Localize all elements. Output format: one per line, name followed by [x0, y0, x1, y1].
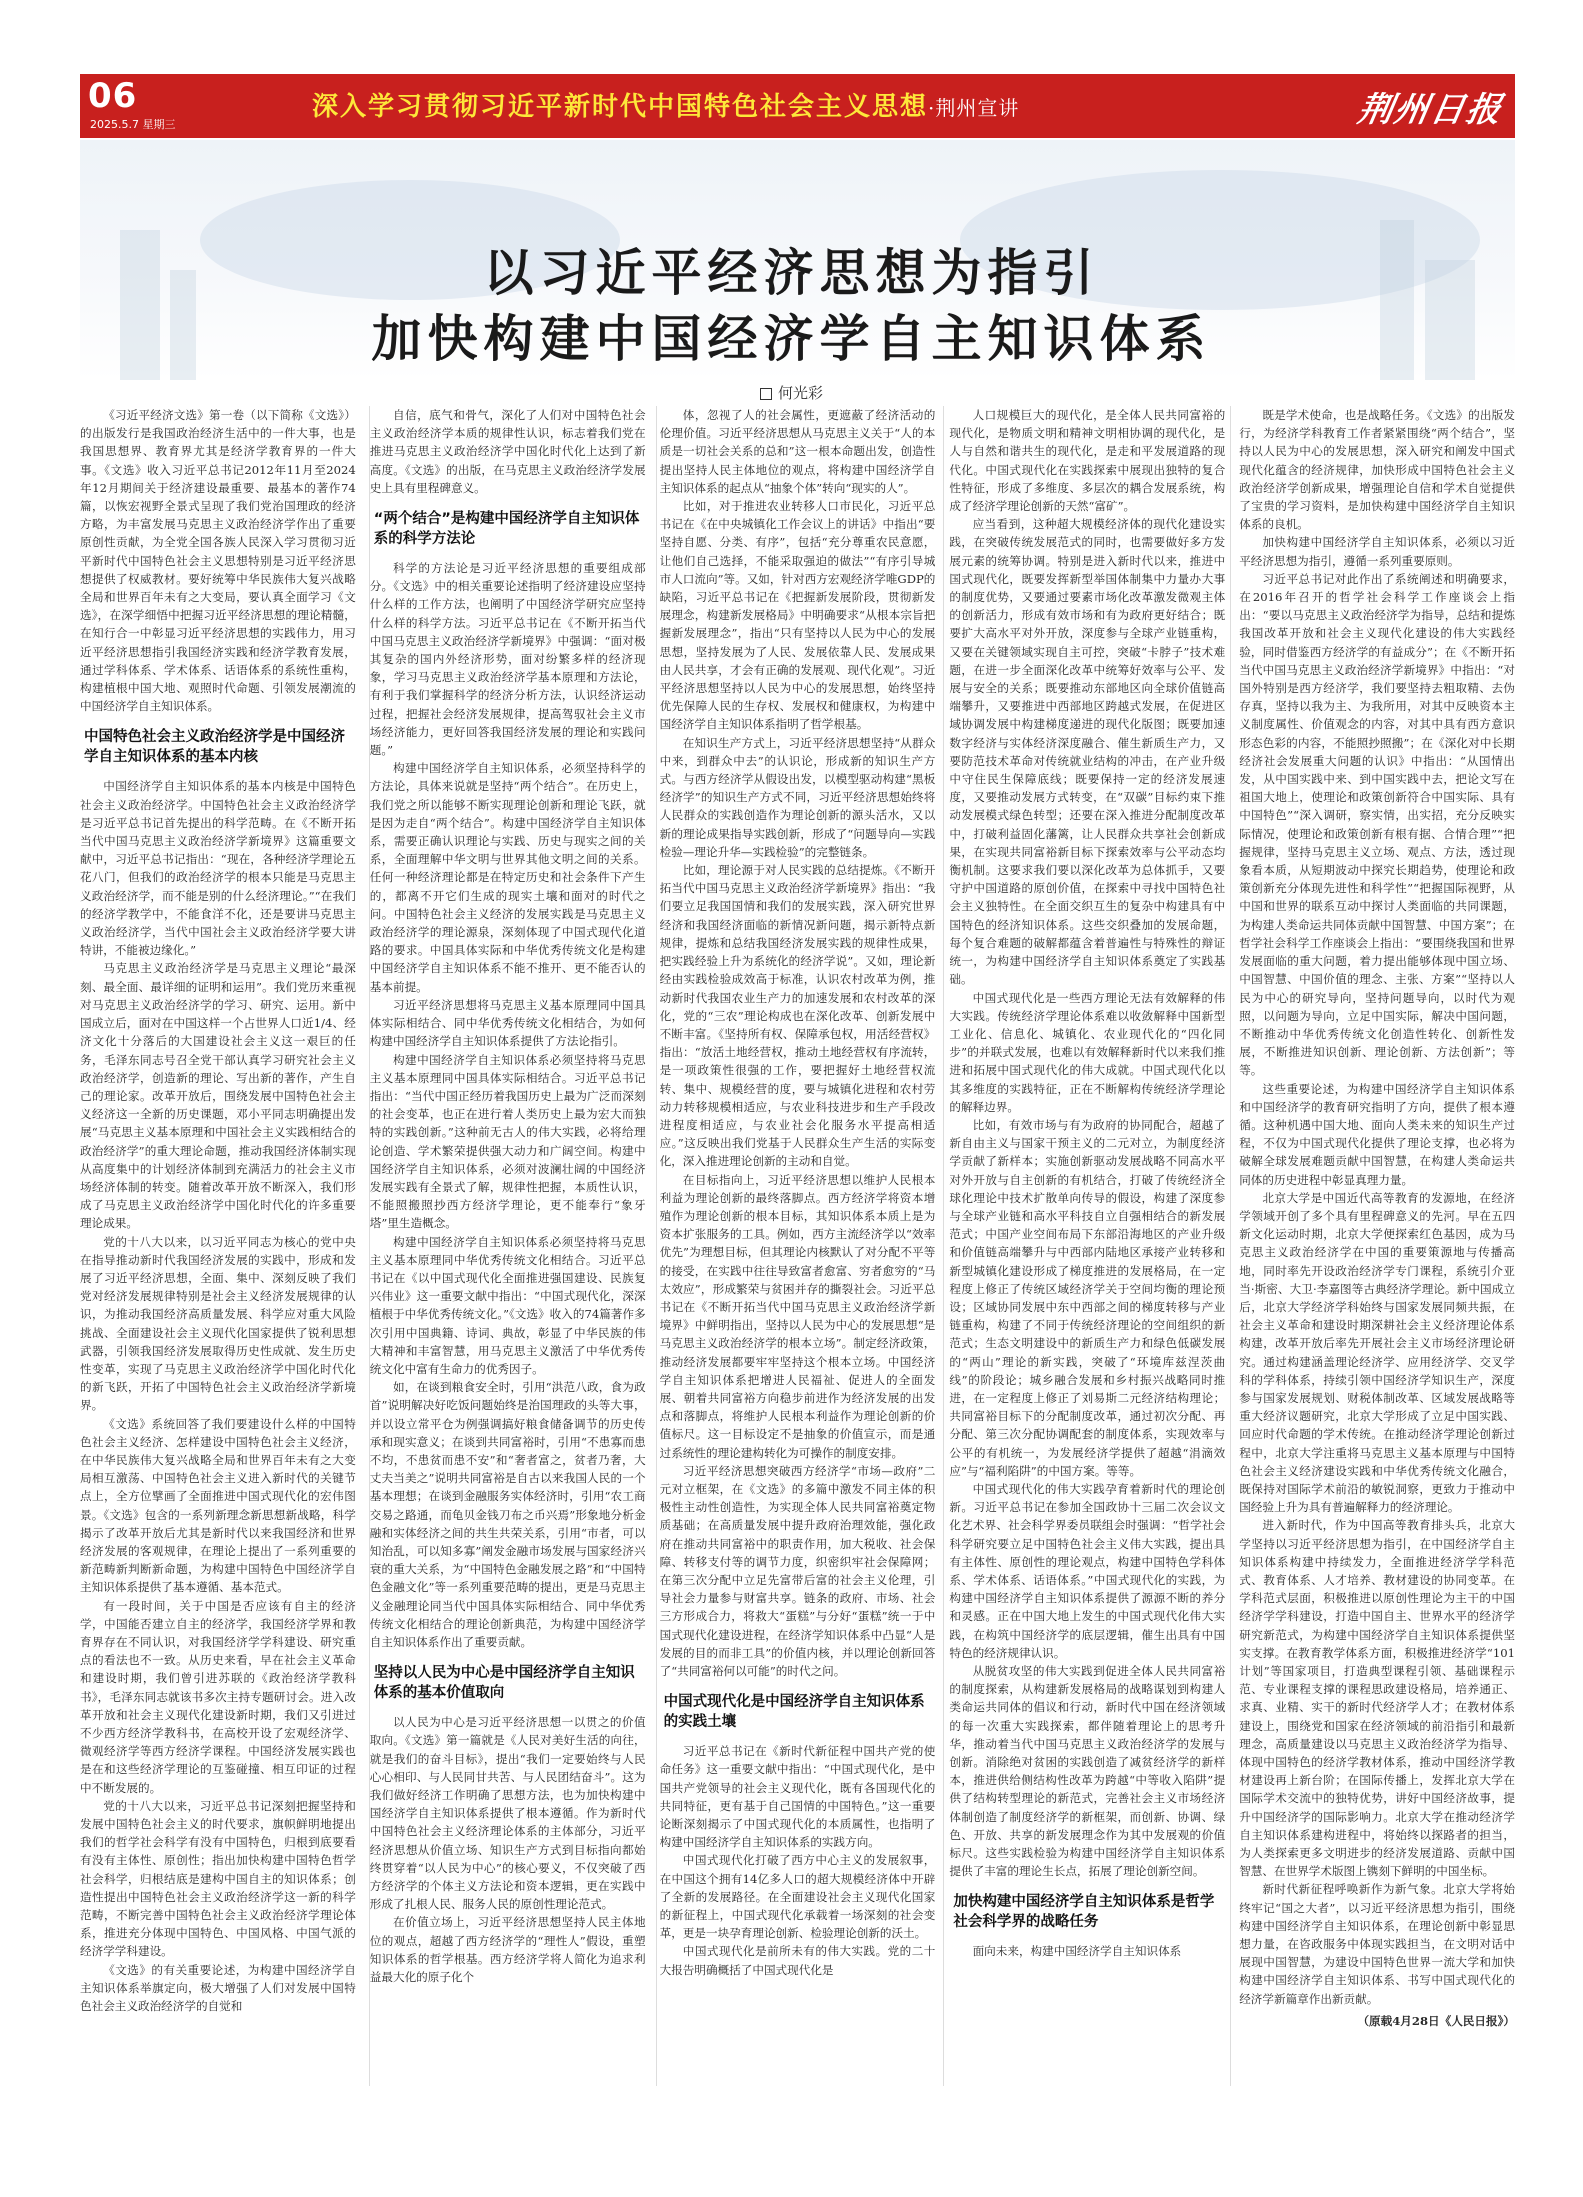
paragraph: 构建中国经济学自主知识体系必须坚持将马克思主义基本原理同中国具体实际相结合。习近平总书记指出：“当代中国正经历着我国历史上最为广泛而深刻的社会变革，也正在进行着人类历史上最为宏大而独特的实践创新。”这种前无古人的伟大实践，必将给理论创造、学术繁荣提供强大动力和广阔空间。构建中国经济学自主知识体系，必须对波澜壮阔的中国经济发展实践有全景式了解，规律性把握，本质性认识，不能照搬照抄西方经济学理论，更不能奉行“象牙塔”里生造概念。 — [369, 1052, 646, 1231]
newspaper-logo: 荆州日报 — [1354, 90, 1506, 130]
paragraph: 《文选》的有关重要论述，为构建中国经济学自主知识体系举旗定向，极大增强了人们对发展中国特色社会主义政治经济学的自觉和 — [80, 1962, 356, 2014]
paragraph: 面向未来，构建中国经济学自主知识体系 — [972, 1944, 1182, 1959]
paragraph: 在知识生产方式上，习近平经济思想坚持“从群众中来，到群众中去”的认识论，形成新的知识生产方式。与西方经济学从假设出发，以模型驱动构建“黑板经济学”的知识生产方式不同，习近平经济思想始终将人民群众的实践创造作为理论创新的源头活水，又以新的理论成果指导实践创新，形成了“问题导向—实践检验—理论升华—实践检验”的完整链条。 — [659, 735, 936, 859]
section-heading: “两个结合”是构建中国经济学自主知识体系的科学方法论 — [373, 511, 640, 548]
paragraph: 新时代新征程呼唤新作为新气象。北京大学将始终牢记“国之大者”，以习近平经济思想为指引，围绕构建中国经济学自主知识体系，在理论创新中彰显思想力量，在咨政服务中体现实践担当，在文明对话中展现中国智慧，为建设中国特色世界一流大学和加快构建中国经济学自主知识体系、书写中国式现代化的经济学新篇章作出新贡献。 — [1239, 1882, 1515, 2006]
paragraph: 构建中国经济学自主知识体系，必须坚持科学的方法论，具体来说就是坚持“两个结合”。在历史上，我们党之所以能够不断实现理论创新和理论飞跃，就是因为走自“两个结合”。构建中国经济学自主知识体系，需要正确认识理论与实践、历史与现实之间的关系，全面理解中华文明与世界其他文明之间的关系。任何一种经济理论都是在特定历史和社会条件下产生的，都离不开它们生成的现实土壤和面对的时代之问。中国特色社会主义经济的发展实践是马克思主义政治经济学的理论源泉，深刻体现了中国式现代化道路的要求。中国具体实际和中华优秀传统文化是构建中国经济学自主知识体系不能不推开、更不能否认的基本前提。 — [369, 761, 646, 994]
page-header-bar — [80, 74, 1515, 138]
paragraph: 党的十八大以来，以习近平同志为核心的党中央在指导推动新时代我国经济发展的实践中，形成和发展了习近平经济思想，全面、集中、深刻反映了我们党对经济发展规律特别是社会主义经济发展规律的认识，为推动我国经济高质量发展、科学应对重大风险挑战、全面建设社会主义现代化国家提供了锐利思想武器，引领我国经济发展取得历史性成就、发生历史性变革，实现了马克思主义政治经济学中国化时代化的新飞跃，开拓了中国特色社会主义政治经济学新境界。 — [80, 1234, 356, 1413]
paragraph: 在价值立场上，习近平经济思想坚持人民主体地位的观点，超越了西方经济学的“理性人”假设，重塑知识体系的哲学根基。西方经济学将人简化为追求利益最大化的原子化个 — [369, 1915, 646, 1985]
paragraph: 比如，理论源于对人民实践的总结提炼。《不断开拓当代中国马克思主义政治经济学新境界》指出：“我们要立足我国国情和我们的发展实践，深入研究世界经济和我国经济面临的新情况新问题，揭示新特点新规律，提炼和总结我国经济发展实践的规律性成果，把实践经验上升为系统化的经济学说”。又如，理论新经由实践检验成效高于标准，认识农村改革为例，推动新时代我国农业生产力的加速发展和农村改革的深化，党的“三农”理论构成也在深化改革、创新发展中不断丰富。《坚持所有权、保障承包权，用活经营权》指出：“放活土地经营权，推动土地经营权有序流转，是一项政策性很强的工作，要把握好土地经营权流转、集中、规模经营的度，要与城镇化进程和农村劳动力转移规模相适应，与农业科技进步和生产手段改进程度相适应，与农业社会化服务水平提高相适应。”这反映出我们党基于人民群众生产生活的实际变化，深入推进理论创新的主动和自觉。 — [659, 863, 936, 1169]
paragraph: 《习近平经济文选》第一卷（以下简称《文选》）的出版发行是我国政治经济生活中的一件大事，也是我国思想界、教育界尤其是经济学教育界的一件大事。《文选》收入习近平总书记2012年11月至2024年12月期间关于经济建设最重要、最基本的著作74篇，以恢宏视野全景式呈现了我们党治国理政的经济方略，为丰富发展马克思主义政治经济学作出了重要原创性贡献，为全党全国各族人民深入学习贯彻习近平新时代中国特色社会主义思想特别是习近平经济思想提供了权威教材。要好统筹中华民族伟大复兴战略全局和世界百年未有之大变局，要认真全面学习《文选》，在深学细悟中把握习近平经济思想的理论精髓，在知行合一中彰显习近平经济思想的实践伟力，用习近平经济思想指引我国经济实践和经济学教育发展，通过学科体系、学术体系、话语体系的系统性重构，构建植根中国大地、观照时代命题、引领发展潮流的中国经济学自主知识体系。 — [80, 408, 356, 714]
paragraph: 加快构建中国经济学自主知识体系，必须以习近平经济思想为指引，遵循一系列重要原则。 — [1239, 535, 1515, 568]
article-column — [949, 406, 1225, 2086]
paragraph: 科学的方法论是习近平经济思想的重要组成部分。《文选》中的相关重要论述指明了经济建设应坚持什么样的工作方法，也阐明了中国经济学研究应坚持什么样的科学方法。习近平总书记在《不断开拓当代中国马克思主义政治经济学新境界》中强调：“面对极其复杂的国内外经济形势，面对纷繁多样的经济现象，学习马克思主义政治经济学基本原理和方法论，有利于我们掌握科学的经济分析方法，认识经济运动过程，把握社会经济发展规律，提高驾驭社会主义市场经济能力，更好回答我国经济发展的理论和实践问题。” — [369, 561, 646, 758]
paragraph: 中国式现代化的伟大实践孕育着新时代的理论创新。习近平总书记在参加全国政协十三届二次会议文化艺术界、社会科学界委员联组会时强调：“哲学社会科学研究要立足中国特色社会主义伟大实践，提出具有主体性、原创性的理论观点，构建中国特色学科体系、学术体系、话语体系。”中国式现代化的实践，为构建中国经济学自主知识体系提供了源源不断的养分和灵感。正在中国大地上发生的中国式现代化伟大实践，在构筑中国经济学的底层逻辑，催生出具有中国特色的经济规律认识。 — [949, 1481, 1226, 1660]
section-heading: 中国式现代化是中国经济学自主知识体系的实践土壤 — [663, 1694, 925, 1731]
column-divider — [1230, 406, 1231, 2086]
author-name: 何光彩 — [777, 384, 823, 402]
section-heading: 中国特色社会主义政治经济学是中国经济学自主知识体系的基本内核 — [84, 729, 345, 766]
article-title-line-2: 加快构建中国经济学自主知识体系 — [371, 309, 1212, 368]
paragraph: 习近平总书记在《新时代新征程中国共产党的使命任务》这一重要文献中指出：“中国式现代化，是中国共产党领导的社会主义现代化，既有各国现代化的共同特征，更有基于自己国情的中国特色。”这一重要论断深刻揭示了中国式现代化的本质属性，也指明了构建中国经济学自主知识体系的实践方向。 — [659, 1744, 936, 1850]
paragraph: 如，在谈到粮食安全时，引用“洪范八政，食为政首”说明解决好吃饭问题始终是治国理政的头等大事，并以设立常平仓为例强调搞好粮食储备调节的历史传承和现实意义；在谈到共同富裕时，引用“不患寡而患不均，不患贫而患不安”和“奢者富之，贫者乃奢，大丈夫当美之”说明共同富裕是自古以来我国人民的一个基本理想；在谈到金融服务实体经济时，引用“农工商交易之路通，而龟贝金钱刀布之币兴焉”形象地分析金融和实体经济之间的共生共荣关系，引用“市者，可以知治乱，可以知多寡”阐发金融市场发展与国家经济兴衰的重大关系，为“中国特色金融发展之路”和“中国特色金融文化”等一系列重要范畴的提出，更是马克思主义金融理论同当代中国具体实际相结合、同中华优秀传统文化相结合的理论创新典范，为构建中国经济学自主知识体系作出了重要贡献。 — [369, 1380, 646, 1649]
article-column — [370, 406, 646, 2086]
paragraph: 应当看到，这种超大规模经济体的现代化建设实践，在突破传统发展范式的同时，也需要做好多方发展元素的统筹协调。特别是进入新时代以来，推进中国式现代化，既要发挥新型举国体制集中力量办大事的制度优势，又要通过要素市场化改革激发微观主体的创新活力，形成有效市场和有为政府更好结合；既要扩大高水平对外开放，深度参与全球产业链重构，又要在关键领域实现自主可控，突破“卡脖子”技术难题，在进一步全面深化改革中统筹好效率与公平、发展与安全的关系；既要推动东部地区向全球价值链高端攀升，又要推进中西部地区跨越式发展，在促进区域协调发展中构建梯度递进的现代化版图；既要加速数字经济与实体经济深度融合、催生新质生产力，又要防范技术革命对传统就业结构的冲击，在产业升级中守住民生保障底线；既要保持一定的经济发展速度，又要推动发展方式转变，在“双碳”目标约束下推动发展模式绿色转型；还要在深入推进分配制度改革中，打破利益固化藩篱，让人民群众共享社会创新成果，在实现共同富裕新目标下探索效率与公平动态均衡机制。这要求我们要以深化改革为总体抓手，又要守护中国道路的原创价值，在探索中寻找中国特色社会主义独特性。在全面交织互生的复杂中构建具有中国特色的经济知识体系。这些交织叠加的发展命题，每个复合难题的破解都蕴含着普遍性与特殊性的辩证统一，为构建中国经济学自主知识体系奠定了实践基础。 — [949, 517, 1226, 987]
article-body — [80, 406, 1515, 2086]
paragraph: 中国式现代化是一些西方理论无法有效解释的伟大实践。传统经济学理论体系难以收敛解释中国新型工业化、信息化、城镇化、农业现代化的“四化同步”的并联式发展，也难以有效解释新时代以来我们推进和拓展中国式现代化的伟大成就。中国式现代化以其多维度的实践特征，正在不断解构传统经济学理论的解释边界。 — [949, 990, 1226, 1114]
section-title — [312, 86, 1019, 123]
paragraph: 进入新时代，作为中国高等教育排头兵，北京大学坚持以习近平经济思想为指引，在中国经济学自主知识体系构建中持续发力，全面推进经济学学科范式、教育体系、人才培养、教材建设的协同变革。在学科范式层面，积极推进以原创性理论为主干的中国经济学学科建设，打造中国自主、世界水平的经济学研究新范式，为构建中国经济学自主知识体系提供坚实支撑。在教育教学体系方面，积极推进经济学“101计划”等国家项目，打造典型课程引领、基础课程示范、专业课程支撑的课程思政建设格局，培养通正、求真、业精、实干的新时代经济学人才；在教材体系建设上，围绕党和国家在经济领域的前沿指引和最新理念，高质量建设以马克思主义政治经济学为指导、体现中国特色的经济学教材体系，推动中国经济学教材建设再上新台阶；在国际传播上，发挥北京大学在国际学术交流中的独特优势，讲好中国经济故事，提升中国经济学的国际影响力。北京大学在推动经济学自主知识体系建构进程中，将始终以探路者的担当，为人类探索更多文明进步的经济发展道路、贡献中国智慧、在世界学术版图上镌刻下鲜明的中国坐标。 — [1239, 1518, 1515, 1879]
paragraph: 既是学术使命，也是战略任务。《文选》的出版发行，为经济学科教育工作者紧紧围绕“两个结合”，坚持以人民为中心的发展思想，深入研究和阐发中国式现代化蕴含的经济规律，加快形成中国特色社会主义政治经济学创新成果，增强理论自信和学术自觉提供了宝贵的学习资料，是加快构建中国经济学自主知识体系的良机。 — [1239, 408, 1515, 532]
paragraph: 以人民为中心是习近平经济思想一以贯之的价值取向。《文选》第一篇就是《人民对美好生活的向往，就是我们的奋斗目标》，提出“我们一定要始终与人民心心相印、与人民同甘共苦、与人民团结奋斗”。这为我们做好经济工作明确了思想方法，也为加快构建中国经济学自主知识体系提供了根本遵循。作为新时代中国特色社会主义经济理论体系的主体部分，习近平经济思想从价值立场、知识生产方式到目标指向都始终贯穿着“以人民为中心”的核心要义，不仅突破了西方经济学的个体主义方法论和资本逻辑，更在实践中形成了扎根人民、服务人民的原创性理论范式。 — [369, 1715, 646, 1912]
article-title — [0, 240, 1583, 372]
section-title-main: 深入学习贯彻习近平新时代中国特色社会主义思想 — [312, 92, 929, 122]
section-title-sub: ·荆州宣讲 — [928, 96, 1020, 120]
paragraph: 习近平经济思想将马克思主义基本原理同中国具体实际相结合、同中华优秀传统文化相结合，为如何构建中国经济学自主知识体系提供了方法论指引。 — [369, 997, 646, 1049]
paragraph: 党的十八大以来，习近平总书记深刻把握坚持和发展中国特色社会主义的时代要求，旗帜鲜明地提出我们的哲学社会科学有没有中国特色，归根到底要看有没有主体性、原创性；指出加快构建中国特色哲学社会科学，归根结底是建构中国自主的知识体系；创造性提出中国特色社会主义政治经济学这一新的科学范畴，不断完善中国特色社会主义政治经济学理论体系，推进充分体现中国特色、中国风格、中国气派的经济学学科建设。 — [80, 1798, 356, 1959]
paragraph: 中国经济学自主知识体系的基本内核是中国特色社会主义政治经济学。中国特色社会主义政治经济学是习近平总书记首先提出的科学范畴。在《不断开拓当代中国马克思主义政治经济学新境界》这篇重要文献中，习近平总书记指出：“现在，各种经济学理论五花八门，但我们的政治经济学的根本只能是马克思主义政治经济学，而不能是别的什么经济理论。”“在我们的经济学教学中，不能食洋不化，还是要讲马克思主义政治经济学，当代中国社会主义政治经济学要大讲特讲，不能被边缘化。” — [80, 779, 356, 958]
square-icon — [760, 388, 772, 400]
paragraph: 有一段时间，关于中国是否应该有自主的经济学，中国能否建立自主的经济学，我国经济学界和教育界存在不同认识，对我国经济学学科建设、研究重点的看法也不一致。从历史来看，早在社会主义革命和建设时期，我们曾引进苏联的《政治经济学教科书》，毛泽东同志就该书多次主持专题研讨会。进入改革开放和社会主义现代化建设新时期，我们又引进过不少西方经济学教科书，在高校开设了宏观经济学、微观经济学等西方经济学课程。中国经济发展实践也是在和这些经济学理论的互鉴碰撞、相互印证的过程中不断发展的。 — [80, 1598, 356, 1795]
section-heading: 坚持以人民为中心是中国经济学自主知识体系的基本价值取向 — [373, 1665, 635, 1702]
paragraph: 比如，有效市场与有为政府的协同配合，超越了新自由主义与国家干预主义的二元对立，为制度经济学贡献了新样本；实施创新驱动发展战略不同高水平对外开放与自主创新的有机结合，打破了传统经济全球化理论中技术扩散单向传导的假设，构建了深度参与全球产业链和高水平科技自立自强相结合的新发展范式；中国产业空间布局下东部沿海地区的产业升级和价值链高端攀升与中西部内陆地区承接产业转移和新型城镇化建设形成了梯度推进的发展格局，在一定程度上修正了传统区域经济学关于空间均衡的理论预设；区域协同发展中东中西部之间的梯度转移与产业链重构，构建了不同于传统经济理论的空间组织的新范式；生态文明建设中的新质生产力和绿色低碳发展的“两山”理论的新实践，突破了“环境库兹涅茨曲线”的阶段论；城乡融合发展和乡村振兴战略同时推进，在一定程度上修正了刘易斯二元经济结构理论；共同富裕目标下的分配制度改革，通过初次分配、再分配、第三次分配协调配套的制度体系，实现效率与公平的有机统一，为发展经济学提供了超越“涓滴效应”与“福利陷阱”的中国方案。等等。 — [949, 1117, 1226, 1478]
column-divider — [656, 406, 657, 2086]
paragraph: 习近平经济思想突破西方经济学“市场—政府”二元对立框架，在《文选》的多篇中激发不同主体的积极性主动性创造性，为实现全体人民共同富裕奠定物质基础；在高质量发展中提升政府治理效能，强化政府在推动共同富裕中的职责作用，加大税收、社会保障、转移支付等的调节力度，织密织牢社会保障网；在第三次分配中立足先富带后富的社会主义伦理，引导社会力量参与财富共享。链条的政府、市场、社会三方形成合力，将救大“蛋糕”与分好“蛋糕”统一于中国式现代化建设进程，在经济学知识体系中凸显“人是发展的目的而非工具”的价值内核，并以理论创新回答了“共同富裕何以可能”的时代之问。 — [659, 1463, 936, 1679]
article-column — [1239, 406, 1515, 2086]
paragraph: 马克思主义政治经济学是马克思主义理论“最深刻、最全面、最详细的证明和运用”。我们党历来重视对马克思主义政治经济学的学习、研究、运用。新中国成立后，面对在中国这样一个占世界人口近1/4、经济文化十分落后的大国建设社会主义这一艰巨的任务，毛泽东同志号召全党干部认真学习研究社会主义政治经济学，创造新的理论、写出新的著作，产生自己的理论家。改革开放后，围绕发展中国特色社会主义经济这一全新的历史课题，邓小平同志明确提出发展“马克思主义基本原理和中国社会主义实践相结合的政治经济学”的重大理论命题，推动我国经济体制实现从高度集中的计划经济体制到充满活力的社会主义市场经济体制的转变。随着改革开放不断深入，我们形成了马克思主义政治经济学中国化时代化的许多重要理论成果。 — [80, 961, 356, 1231]
issue-date: 2025.5.7 星期三 — [90, 118, 176, 131]
paragraph: 在目标指向上，习近平经济思想以维护人民根本利益为理论创新的最终落脚点。西方经济学将资本增殖作为理论创新的根本目标，其知识体系本质上是为资本扩张服务的工具。例如，西方主流经济学以“效率优先”为理想目标，但其理论内核默认了对分配不平等的接受，在实践中往往导致富者愈富、穷者愈穷的“马太效应”，形成繁荣与贫困并存的撕裂社会。习近平总书记在《不断开拓当代中国马克思主义政治经济学新境界》中鲜明指出，坚持以人民为中心的发展思想“是马克思主义政治经济学的根本立场”。制定经济政策，推动经济发展都要牢牢坚持这个根本立场。中国经济学自主知识体系把增进人民福祉、促进人的全面发展、朝着共同富裕方向稳步前进作为经济发展的出发点和落脚点，将维护人民根本利益作为理论创新的价值标尺。这一目标设定不是抽象的价值宣示，而是通过系统性的理论建构转化为可操作的制度安排。 — [659, 1172, 936, 1460]
paragraph: 自信，底气和骨气，深化了人们对中国特色社会主义政治经济学本质的规律性认识，标志着我们党在推进马克思主义政治经济学中国化时代化上达到了新高度。《文选》的出版，在马克思主义政治经济学发展史上具有里程碑意义。 — [369, 408, 646, 495]
column-divider — [369, 406, 370, 2086]
paragraph: 人口规模巨大的现代化，是全体人民共同富裕的现代化，是物质文明和精神文明相协调的现代化，是人与自然和谐共生的现代化，是走和平发展道路的现代化。中国式现代化在实践探索中展现出独特的复合性特征，形成了多维度、多层次的耦合发展系统，构成了经济学理论创新的天然“富矿”。 — [949, 408, 1226, 514]
page-number: 06 — [88, 76, 138, 116]
paragraph: 体，忽视了人的社会属性，更遮蔽了经济活动的伦理价值。习近平经济思想从马克思主义关于“人的本质是一切社会关系的总和”这一根本命题出发，创造性提出坚持人民主体地位的观点，将构建中国经济学自主知识体系的起点从“抽象个体”转向“现实的人”。 — [659, 408, 936, 495]
paragraph: 习近平总书记对此作出了系统阐述和明确要求，在2016年召开的哲学社会科学工作座谈会上指出：“要以马克思主义政治经济学为指导，总结和提炼我国改革开放和社会主义现代化建设的伟大实践经验，同时借鉴西方经济学的有益成分”；在《不断开拓当代中国马克思主义政治经济学新境界》中指出：“对国外特别是西方经济学，我们要坚持去粗取精、去伪存真，坚持以我为主、为我所用，对其中反映资本主义制度属性、价值观念的内容，对其中具有西方意识形态色彩的内容，不能照抄照搬”；在《深化对中长期经济社会发展重大问题的认识》中指出：“从国情出发，从中国实践中来、到中国实践中去，把论文写在祖国大地上，使理论和政策创新符合中国实际、具有中国特色”“深入调研，察实情，出实招，充分反映实际情况，使理论和政策创新有根有据、合情合理”“把握规律，坚持马克思主义立场、观点、方法，透过现象看本质，从短期波动中探究长期趋势，使理论和政策创新充分体现先进性和科学性”“把握国际视野，从中国和世界的联系互动中探讨人类面临的共同课题，为构建人类命运共同体贡献中国智慧、中国方案”；在哲学社会科学工作座谈会上指出：“要围绕我国和世界发展面临的重大问题，着力提出能够体现中国立场、中国智慧、中国价值的理念、主张、方案”“坚持以人民为中心的研究导向，坚持问题导向，以时代为观照，以问题为导向，立足中国实际，解决中国问题，不断推动中华优秀传统文化创造性转化、创新性发展，不断推进知识创新、理论创新、方法创新”；等等。 — [1239, 571, 1515, 1078]
article-author — [0, 382, 1583, 403]
column-divider — [943, 406, 944, 2086]
paragraph: 北京大学是中国近代高等教育的发源地，在经济学领域开创了多个具有里程碑意义的先河。早在五四新文化运动时期，北京大学便探索红色基因，成为马克思主义政治经济学在中国的重要策源地与传播高地，同时率先开设政治经济学专门课程，系统引介亚当·斯密、大卫·李嘉图等古典经济学理论。新中国成立后，北京大学经济学科始终与国家发展同频共振，在社会主义革命和建设时期深耕社会主义经济理论体系构建，改革开放后率先开展社会主义市场经济理论研究。通过构建涵盖理论经济学、应用经济学、交叉学科的学科体系，持续引领中国经济学知识生产，深度参与国家发展规划、财税体制改革、区域发展战略等重大经济议题研究，北京大学形成了立足中国实践、回应时代命题的学术传统。在推动经济学理论创新过程中，北京大学注重将马克思主义基本原理与中国特色社会主义经济建设实践和中华优秀传统文化融合，既保持对国际学术前沿的敏锐洞察，更致力于推动中国经验上升为具有普遍解释力的经济理论。 — [1239, 1190, 1515, 1515]
paragraph: 从脱贫攻坚的伟大实践到促进全体人民共同富裕的制度探索，从构建新发展格局的战略谋划到构建人类命运共同体的倡议和行动，新时代中国在经济领域的每一次重大实践探索，都伴随着理论上的思考升华，推动着当代中国马克思主义政治经济学的发展与创新。消除绝对贫困的实践创造了减贫经济学的新样本，推进供给侧结构性改革为跨越“中等收入陷阱”提供了结构转型理论的新范式，完善社会主义市场经济体制创造了制度经济学的新框架，而创新、协调、绿色、开放、共享的新发展理念作为其中发展观的价值标尺。这些实践检验为构建中国经济学自主知识体系提供了丰富的理论生长点，拓展了理论创新空间。 — [949, 1664, 1226, 1879]
paragraph: 构建中国经济学自主知识体系必须坚持将马克思主义基本原理同中华优秀传统文化相结合。习近平总书记在《以中国式现代化全面推进强国建设、民族复兴伟业》这一重要文献中指出：“中国式现代化，深深植根于中华优秀传统文化。”《文选》收入的74篇著作多次引用中国典籍、诗词、典故，彰显了中华民族的伟大精神和丰富智慧，用马克思主义激活了中华优秀传统文化中富有生命力的优秀因子。 — [369, 1234, 646, 1376]
paragraph: 比如，对于推进农业转移人口市民化，习近平总书记在《在中央城镇化工作会议上的讲话》中指出“要坚持自愿、分类、有序”，包括“充分尊重农民意愿，让他们自己选择，不能采取强迫的做法”“有序引导城市人口流向”等。又如，针对西方宏观经济学唯GDP的缺陷，习近平总书记在《把握新发展阶段，贯彻新发展理念，构建新发展格局》中明确要求“从根本宗旨把握新发展理念”，指出“只有坚持以人民为中心的发展思想，坚持发展为了人民、发展依靠人民、发展成果由人民共享，才会有正确的发展观、现代化观”。习近平经济思想坚持以人民为中心的发展思想，始终坚持优先保障人民的生存权、发展权和健康权，为构建中国经济学自主知识体系指明了哲学根基。 — [659, 499, 936, 732]
paragraph: 中国式现代化是前所未有的伟大实践。党的二十大报告明确概括了中国式现代化是 — [659, 1944, 936, 1977]
section-heading: 加快构建中国经济学自主知识体系是哲学社会科学界的战略任务 — [953, 1894, 1215, 1931]
article-title-line-1: 以习近平经济思想为指引 — [483, 243, 1100, 302]
article-column — [80, 406, 356, 2086]
paragraph: 《文选》系统回答了我们要建设什么样的中国特色社会主义经济、怎样建设中国特色社会主义经济，在中华民族伟大复兴战略全局和世界百年未有之大变局相互激荡、中国特色社会主义进入新时代的关键节点上，全方位擘画了全面推进中国式现代化的宏伟图景。《文选》包含的一系列新理念新思想新战略，科学揭示了改革开放后尤其是新时代以来我国经济和世界经济发展的客观规律，在理论上提出了一系列重要的新范畴新判断新命题，为构建中国特色中国经济学自主知识体系提供了基本遵循、基本范式。 — [80, 1416, 356, 1595]
source-note: （原载4月28日《人民日报》） — [1357, 2013, 1515, 2028]
article-column — [660, 406, 936, 2086]
paragraph: 这些重要论述，为构建中国经济学自主知识体系和中国经济学的教育研究指明了方向，提供了根本遵循。这种机遇中国大地、面向人类未来的知识生产过程，不仅为中国式现代化提供了理论支撑，也必将为破解全球发展难题贡献中国智慧，在构建人类命运共同体的历史进程中彰显真理力量。 — [1239, 1081, 1515, 1187]
paragraph: 中国式现代化打破了西方中心主义的发展叙事，在中国这个拥有14亿多人口的超大规模经济体中开辟了全新的发展路径。在全面建设社会主义现代化国家的新征程上，中国式现代化承载着一场深刻的社会变革，更是一块孕育理论创新、检验理论创新的沃土。 — [659, 1853, 936, 1941]
